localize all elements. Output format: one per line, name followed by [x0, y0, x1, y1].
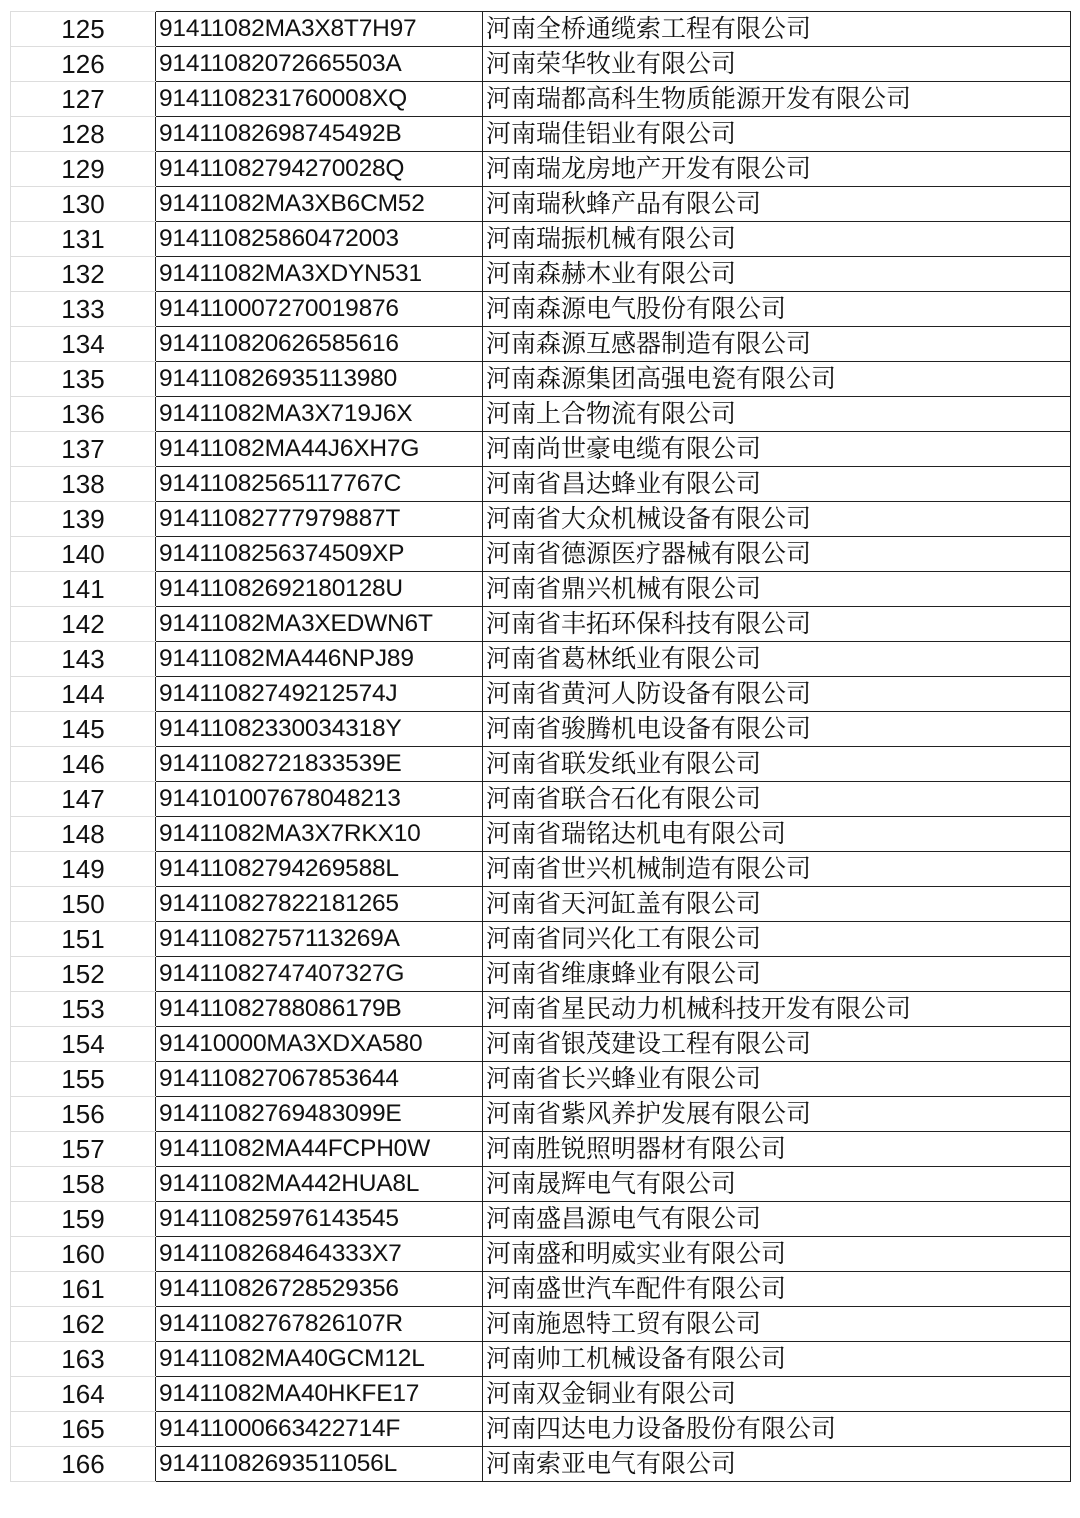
row-number: 154 [11, 1027, 156, 1062]
row-number: 140 [11, 537, 156, 572]
credit-code: 91411082767826107R [156, 1307, 483, 1342]
table-row [11, 1447, 1071, 1482]
company-name: 河南四达电力设备股份有限公司 [483, 1412, 1071, 1447]
credit-code: 914110826728529356 [156, 1272, 483, 1307]
table-row [11, 12, 1071, 47]
table-row [11, 922, 1071, 957]
row-number: 126 [11, 47, 156, 82]
row-number: 141 [11, 572, 156, 607]
table-row [11, 502, 1071, 537]
company-name: 河南森源互感器制造有限公司 [483, 327, 1071, 362]
company-name: 河南瑞秋蜂产品有限公司 [483, 187, 1071, 222]
credit-code: 91411082794270028Q [156, 152, 483, 187]
company-name: 河南瑞佳铝业有限公司 [483, 117, 1071, 152]
company-name: 河南双金铜业有限公司 [483, 1377, 1071, 1412]
row-number: 131 [11, 222, 156, 257]
table-row [11, 1132, 1071, 1167]
row-number: 160 [11, 1237, 156, 1272]
company-table [10, 11, 1071, 1482]
table-row [11, 1272, 1071, 1307]
credit-code: 91411082MA3X8T7H97 [156, 12, 483, 47]
company-name: 河南上合物流有限公司 [483, 397, 1071, 432]
credit-code: 91411082MA40HKFE17 [156, 1377, 483, 1412]
table-row [11, 1412, 1071, 1447]
credit-code: 91410000MA3XDXA580 [156, 1027, 483, 1062]
row-number: 151 [11, 922, 156, 957]
credit-code: 914101007678048213 [156, 782, 483, 817]
credit-code: 91411082794269588L [156, 852, 483, 887]
company-name: 河南森源集团高强电瓷有限公司 [483, 362, 1071, 397]
company-name: 河南盛世汽车配件有限公司 [483, 1272, 1071, 1307]
table-row [11, 432, 1071, 467]
row-number: 162 [11, 1307, 156, 1342]
company-name: 河南胜锐照明器材有限公司 [483, 1132, 1071, 1167]
row-number: 161 [11, 1272, 156, 1307]
table-row [11, 1237, 1071, 1272]
credit-code: 91411082749212574J [156, 677, 483, 712]
credit-code: 91411082788086179B [156, 992, 483, 1027]
row-number: 149 [11, 852, 156, 887]
row-number: 128 [11, 117, 156, 152]
row-number: 132 [11, 257, 156, 292]
row-number: 165 [11, 1412, 156, 1447]
credit-code: 91411082721833539E [156, 747, 483, 782]
row-number: 136 [11, 397, 156, 432]
company-name: 河南盛和明威实业有限公司 [483, 1237, 1071, 1272]
table-row [11, 572, 1071, 607]
credit-code: 914110826935113980 [156, 362, 483, 397]
table-row [11, 117, 1071, 152]
company-name: 河南省大众机械设备有限公司 [483, 502, 1071, 537]
company-name: 河南森赫木业有限公司 [483, 257, 1071, 292]
row-number: 164 [11, 1377, 156, 1412]
credit-code: 91411082698745492B [156, 117, 483, 152]
company-name: 河南森源电气股份有限公司 [483, 292, 1071, 327]
company-name: 河南省维康蜂业有限公司 [483, 957, 1071, 992]
company-name: 河南省同兴化工有限公司 [483, 922, 1071, 957]
row-number: 133 [11, 292, 156, 327]
row-number: 134 [11, 327, 156, 362]
credit-code: 914110825976143545 [156, 1202, 483, 1237]
company-name: 河南索亚电气有限公司 [483, 1447, 1071, 1482]
credit-code: 91411082MA40GCM12L [156, 1342, 483, 1377]
credit-code: 91411082072665503A [156, 47, 483, 82]
credit-code: 91411082MA442HUA8L [156, 1167, 483, 1202]
row-number: 144 [11, 677, 156, 712]
table-row [11, 852, 1071, 887]
table-row [11, 957, 1071, 992]
row-number: 127 [11, 82, 156, 117]
table-row [11, 1167, 1071, 1202]
credit-code: 91411082565117767C [156, 467, 483, 502]
row-number: 159 [11, 1202, 156, 1237]
company-name: 河南省丰拓环保科技有限公司 [483, 607, 1071, 642]
credit-code: 914110827822181265 [156, 887, 483, 922]
table-row [11, 992, 1071, 1027]
company-name: 河南帅工机械设备有限公司 [483, 1342, 1071, 1377]
row-number: 137 [11, 432, 156, 467]
row-number: 158 [11, 1167, 156, 1202]
row-number: 125 [11, 12, 156, 47]
row-number: 139 [11, 502, 156, 537]
row-number: 147 [11, 782, 156, 817]
table-row [11, 642, 1071, 677]
credit-code: 91411082MA3XB6CM52 [156, 187, 483, 222]
table-row [11, 747, 1071, 782]
table-row [11, 1027, 1071, 1062]
credit-code: 91411082MA3XEDWN6T [156, 607, 483, 642]
company-name: 河南荣华牧业有限公司 [483, 47, 1071, 82]
credit-code: 9141108231760008XQ [156, 82, 483, 117]
row-number: 145 [11, 712, 156, 747]
table-row [11, 782, 1071, 817]
row-number: 148 [11, 817, 156, 852]
table-row [11, 152, 1071, 187]
row-number: 166 [11, 1447, 156, 1482]
table-row [11, 82, 1071, 117]
row-number: 129 [11, 152, 156, 187]
company-name: 河南省德源医疗器械有限公司 [483, 537, 1071, 572]
credit-code: 91411082MA44J6XH7G [156, 432, 483, 467]
row-number: 142 [11, 607, 156, 642]
table-row [11, 1377, 1071, 1412]
credit-code: 91411082MA44FCPH0W [156, 1132, 483, 1167]
row-number: 155 [11, 1062, 156, 1097]
table-row [11, 1097, 1071, 1132]
credit-code: 9141108256374509XP [156, 537, 483, 572]
credit-code: 91411082MA3XDYN531 [156, 257, 483, 292]
company-name: 河南省黄河人防设备有限公司 [483, 677, 1071, 712]
company-name: 河南省联合石化有限公司 [483, 782, 1071, 817]
company-name: 河南施恩特工贸有限公司 [483, 1307, 1071, 1342]
company-name: 河南瑞都高科生物质能源开发有限公司 [483, 82, 1071, 117]
credit-code: 91411082747407327G [156, 957, 483, 992]
company-name: 河南省骏腾机电设备有限公司 [483, 712, 1071, 747]
company-name: 河南省葛林纸业有限公司 [483, 642, 1071, 677]
company-name: 河南盛昌源电气有限公司 [483, 1202, 1071, 1237]
row-number: 153 [11, 992, 156, 1027]
credit-code: 91411082757113269A [156, 922, 483, 957]
credit-code: 9141108268464333X7 [156, 1237, 483, 1272]
row-number: 135 [11, 362, 156, 397]
table-row [11, 327, 1071, 362]
credit-code: 91411082330034318Y [156, 712, 483, 747]
credit-code: 91411082777979887T [156, 502, 483, 537]
table-row [11, 607, 1071, 642]
table-row [11, 712, 1071, 747]
company-name: 河南瑞龙房地产开发有限公司 [483, 152, 1071, 187]
table-row [11, 292, 1071, 327]
table-row [11, 1202, 1071, 1237]
company-name: 河南全桥通缆索工程有限公司 [483, 12, 1071, 47]
company-name: 河南省世兴机械制造有限公司 [483, 852, 1071, 887]
table-row [11, 187, 1071, 222]
row-number: 146 [11, 747, 156, 782]
credit-code: 914110820626585616 [156, 327, 483, 362]
table-row [11, 537, 1071, 572]
table-row [11, 397, 1071, 432]
row-number: 152 [11, 957, 156, 992]
row-number: 157 [11, 1132, 156, 1167]
company-name: 河南尚世豪电缆有限公司 [483, 432, 1071, 467]
table-row [11, 222, 1071, 257]
credit-code: 914110825860472003 [156, 222, 483, 257]
company-name: 河南省紫风养护发展有限公司 [483, 1097, 1071, 1132]
row-number: 143 [11, 642, 156, 677]
table-row [11, 362, 1071, 397]
credit-code: 91411082693511056L [156, 1447, 483, 1482]
table-row [11, 1062, 1071, 1097]
table-row [11, 1342, 1071, 1377]
table-row [11, 1307, 1071, 1342]
row-number: 156 [11, 1097, 156, 1132]
row-number: 138 [11, 467, 156, 502]
company-name: 河南瑞振机械有限公司 [483, 222, 1071, 257]
company-name: 河南省长兴蜂业有限公司 [483, 1062, 1071, 1097]
credit-code: 91411000663422714F [156, 1412, 483, 1447]
table-row [11, 467, 1071, 502]
company-name: 河南省银茂建设工程有限公司 [483, 1027, 1071, 1062]
company-name: 河南省鼎兴机械有限公司 [483, 572, 1071, 607]
table-row [11, 257, 1071, 292]
company-name: 河南省昌达蜂业有限公司 [483, 467, 1071, 502]
credit-code: 91411082MA3X7RKX10 [156, 817, 483, 852]
credit-code: 914110007270019876 [156, 292, 483, 327]
row-number: 163 [11, 1342, 156, 1377]
credit-code: 91411082MA3X719J6X [156, 397, 483, 432]
row-number: 130 [11, 187, 156, 222]
credit-code: 91411082692180128U [156, 572, 483, 607]
company-name: 河南省星民动力机械科技开发有限公司 [483, 992, 1071, 1027]
company-name: 河南省瑞铭达机电有限公司 [483, 817, 1071, 852]
company-name: 河南省天河缸盖有限公司 [483, 887, 1071, 922]
row-number: 150 [11, 887, 156, 922]
company-name: 河南省联发纸业有限公司 [483, 747, 1071, 782]
credit-code: 91411082769483099E [156, 1097, 483, 1132]
table-row [11, 677, 1071, 712]
credit-code: 914110827067853644 [156, 1062, 483, 1097]
table-row [11, 817, 1071, 852]
table-row [11, 887, 1071, 922]
company-name: 河南晟辉电气有限公司 [483, 1167, 1071, 1202]
table-row [11, 47, 1071, 82]
credit-code: 91411082MA446NPJ89 [156, 642, 483, 677]
